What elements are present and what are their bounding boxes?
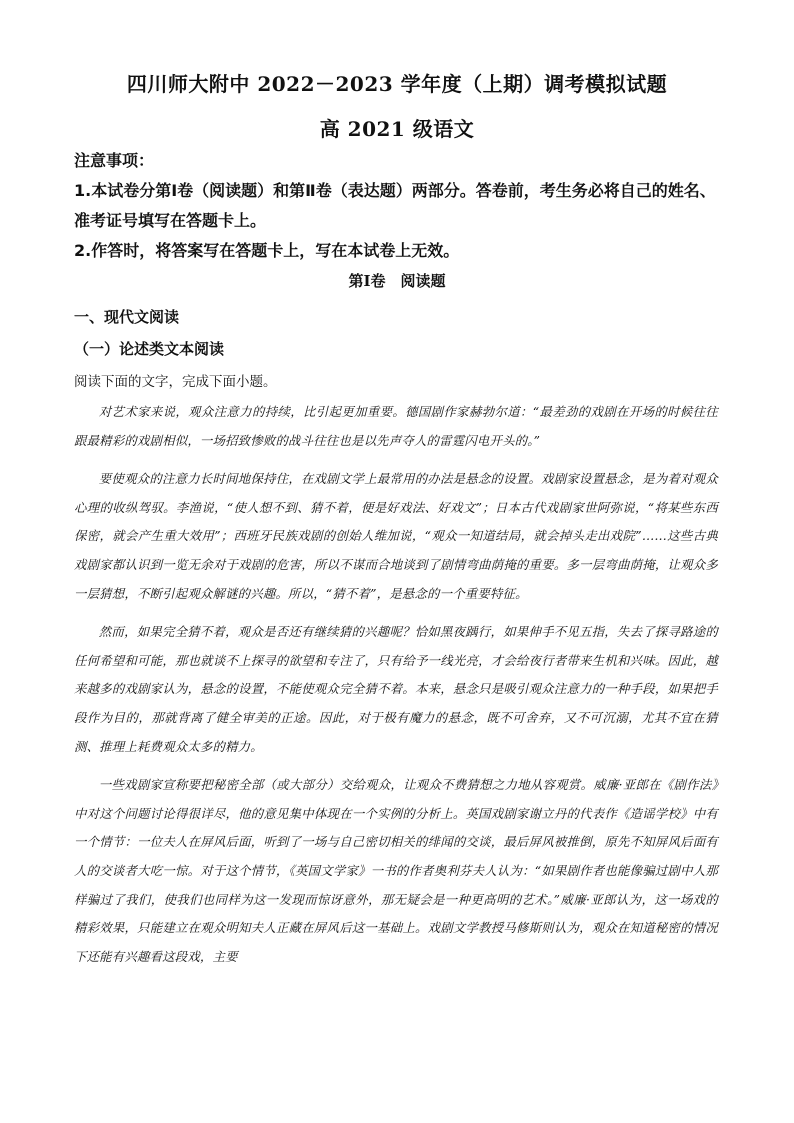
part-title: 一、现代文阅读 — [74, 308, 180, 326]
notice-item-1: 1.本试卷分第Ⅰ卷（阅读题）和第Ⅱ卷（表达题）两部分。答卷前，考生务必将自己的姓名、准考证号填写在答题卡上。 — [74, 181, 716, 230]
exam-title: 四川师大附中 2022－2023 学年度（上期）调考模拟试题 — [126, 72, 668, 96]
subsection-title: （一）论述类文本阅读 — [74, 340, 225, 358]
notice-item-2: 2.作答时，将答案写在答题卡上，写在本试卷上无效。 — [74, 241, 460, 260]
passage-paragraph-1: 对艺术家来说，观众注意力的持续，比引起更加重要。德国剧作家赫勃尔道：“最差劲的戏剧在开场的时候往往跟最精彩的戏剧相似，一场招致惨败的战斗往往也是以先声夺人的雷霆闪电开头的。” — [74, 404, 718, 448]
notice-list — [74, 176, 730, 266]
passage-paragraph-4: 一些戏剧家宣称要把秘密全部（或大部分）交给观众，让观众不费猜想之力地从容观赏。威廉·亚郎在《剧作法》中对这个问题讨论得很详尽，他的意见集中体现在一个实例的分析上。英国戏剧家谢立丹的代表作《造谣学校》中有一个情节：一位夫人在屏风后面，听到了一场与自己密切相关的绯闻的交谈，最后屏风被推倒，原先不知屏风后面有人的交谈者大吃一惊。对于这个情节，《英国文学家》一书的作者奥利芬夫人认为：“如果剧作者也能像骗过剧中人那样骗过了我们，使我们也同样为这一发现而惊讶意外，那无疑会是一种更高明的艺术。”威廉·亚郎认为，这一场戏的精彩效果，只能建立在观众明知夫人正藏在屏风后这一基础上。戏剧文学教授马修斯则认为，观众在知道秘密的情况下还能有兴趣看这段戏，主要 — [74, 777, 718, 964]
passage-paragraph-3: 然而，如果完全猜不着，观众是否还有继续猜的兴趣呢？恰如黑夜踽行，如果伸手不见五指，失去了探寻路途的任何希望和可能，那也就谈不上探寻的欲望和专注了，只有给予一线光亮，才会给夜行者带来生机和兴味。因此，越来越多的戏剧家认为，悬念的设置，不能使观众完全猜不着。本来，悬念只是吸引观众注意力的一种手段，如果把手段作为目的，那就背离了健全审美的正途。因此，对于极有魔力的悬念，既不可舍弃，又不可沉溺，尤其不宜在猜测、推理上耗费观众太多的精力。 — [74, 624, 718, 754]
notice-heading: 注意事项： — [74, 151, 155, 170]
exam-subtitle: 高 2021 级语文 — [319, 117, 475, 141]
reading-passage — [74, 398, 718, 981]
passage-paragraph-2: 要使观众的注意力长时间地保持住，在戏剧文学上最常用的办法是悬念的设置。戏剧家设置悬念，是为着对观众心理的收纵驾驭。李渔说，“使人想不到、猜不着，便是好戏法、好戏文”；日本古代戏剧家世阿弥说，“将某些东西保密，就会产生重大效用”；西班牙民族戏剧的创始人维加说，“观众一知道结局，就会掉头走出戏院”……这些古典戏剧家都认识到一览无余对于戏剧的危害，所以不谋而合地谈到了剧情弯曲荫掩的重要。多一层弯曲荫掩，让观众多一层猜想，不断引起观众解谜的兴趣。所以，“猜不着”，是悬念的一个重要特征。 — [74, 471, 718, 601]
volume-title: 第Ⅰ卷 阅读题 — [348, 272, 446, 290]
reading-instruction: 阅读下面的文字，完成下面小题。 — [74, 374, 277, 390]
